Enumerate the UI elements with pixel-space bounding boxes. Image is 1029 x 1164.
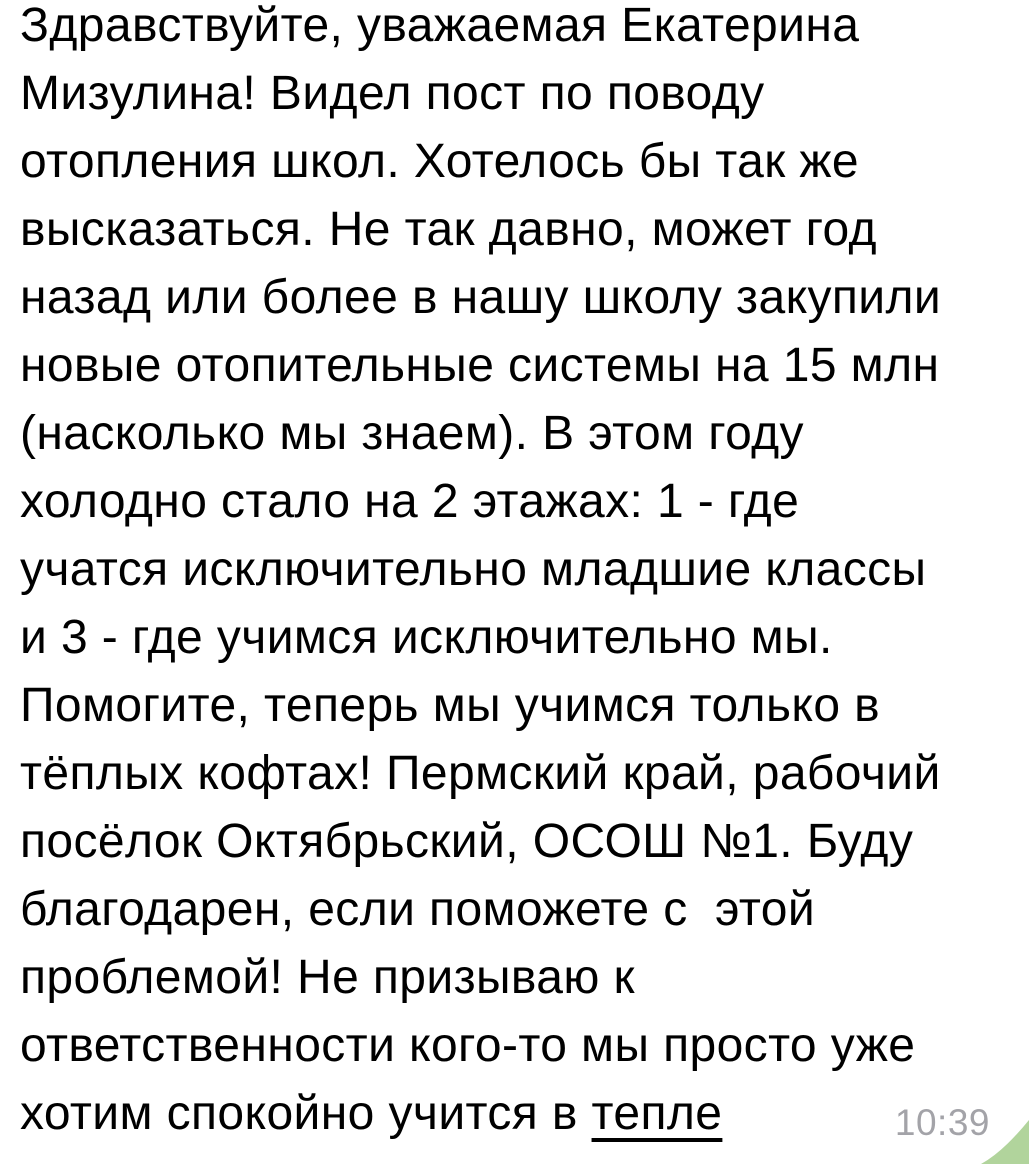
message-line: новые отопительные системы на 15 млн	[20, 339, 940, 392]
message-line: Мизулина! Видел пост по поводу	[20, 67, 765, 120]
message-line: холодно стало на 2 этажах: 1 - где	[20, 475, 800, 528]
message-text	[20, 0, 1023, 1148]
message-line: назад или более в нашу школу закупили	[20, 271, 942, 324]
message-line: ответственности кого-то мы просто уже	[20, 1019, 916, 1072]
message-line: (насколько мы знаем). В этом году	[20, 407, 804, 460]
message-line: и 3 - где учимся исключительно мы.	[20, 611, 833, 664]
message-timestamp: 10:39	[894, 1102, 990, 1143]
message-line: высказаться. Не так давно, может год	[20, 203, 877, 256]
message-last-line	[20, 1080, 1023, 1148]
underlined-word-link[interactable]: тепле	[591, 1087, 723, 1140]
message-line: Помогите, теперь мы учимся только в	[20, 679, 881, 732]
message-line: посёлок Октябрьский, ОСОШ №1. Буду	[20, 815, 914, 868]
message-line: тёплых кофтах! Пермский край, рабочий	[20, 747, 941, 800]
sent-checkmark-icon	[981, 1120, 1029, 1164]
message-last-line-text: хотим спокойно учится в	[20, 1087, 592, 1140]
message-line: учатся исключительно младшие классы	[20, 543, 927, 596]
message-line: отопления школ. Хотелось бы так же	[20, 135, 859, 188]
message-line: проблемой! Не призываю к	[20, 951, 635, 1004]
message-line: Здравствуйте, уважаемая Екатерина	[20, 0, 860, 52]
message-line: благодарен, если поможете с этой	[20, 883, 816, 936]
